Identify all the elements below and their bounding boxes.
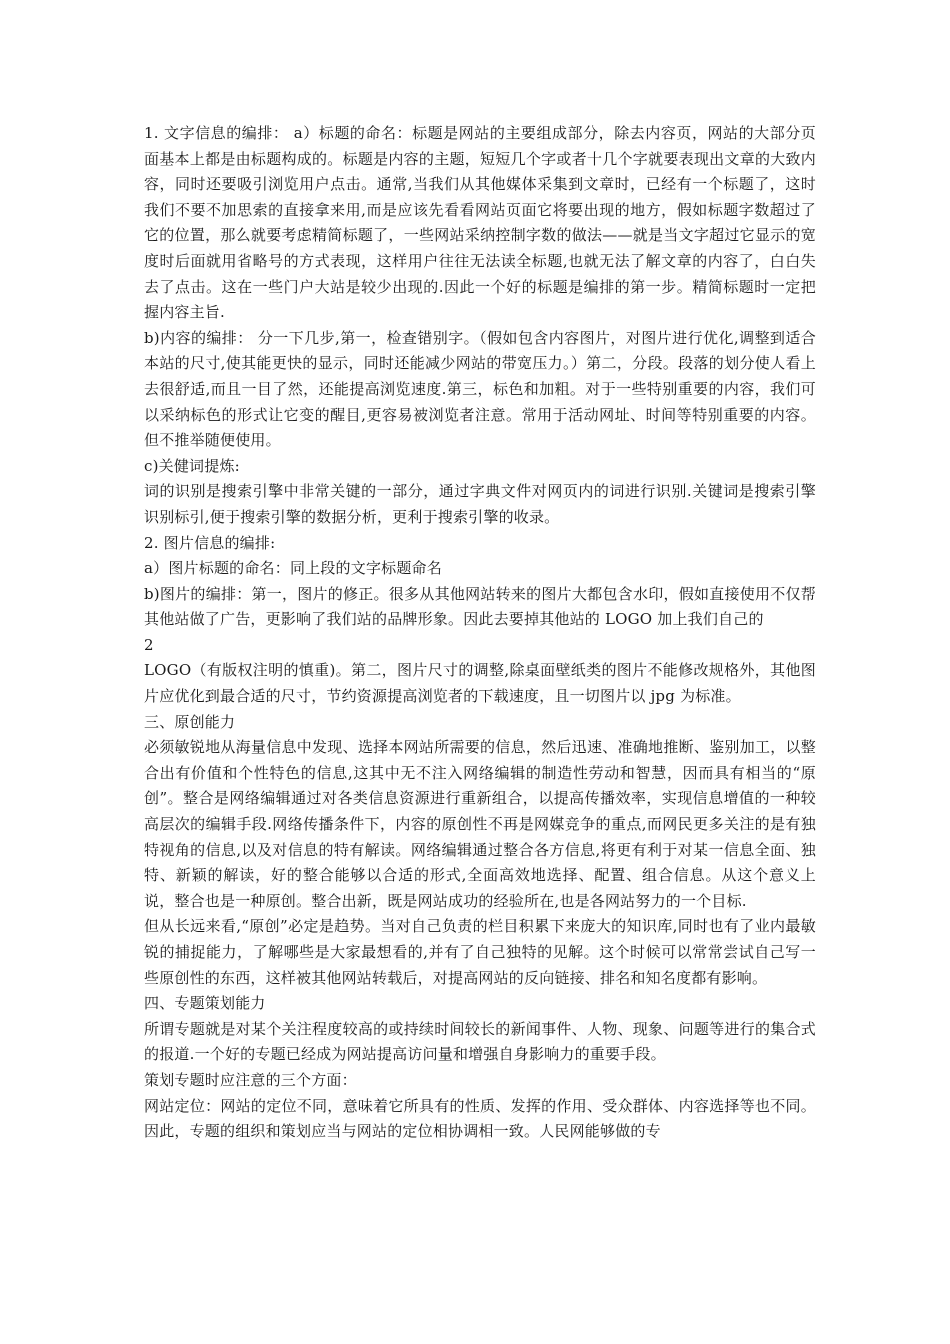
paragraph-topic-definition: 所谓专题就是对某个关注程度较高的或持续时间较长的新闻事件、人物、现象、问题等进行的集合式的报道.一个好的专题已经成为网站提高访问量和增强自身影响力的重要手段。 bbox=[144, 1019, 816, 1064]
paragraph-image-editing: b)图片的编排：第一，图片的修正。很多从其他网站转来的图片大都包含水印，假如直接使用不仅帮其他站做了广告，更影响了我们站的品牌形象。因此去要掉其他站的 LOGO 加上我们自己的 bbox=[144, 584, 816, 629]
section-heading-originality: 三、原创能力 bbox=[144, 712, 236, 731]
paragraph-keyword-heading: c)关健词提炼: bbox=[144, 456, 240, 475]
paragraph-keyword-body: 词的识别是搜索引擎中非常关键的一部分，通过字典文件对网页内的词进行识别.关键词是搜索引擎识别标引,便于搜索引擎的数据分析，更利于搜索引擎的收录。 bbox=[144, 482, 816, 526]
section-heading-topic-planning: 四、专题策划能力 bbox=[144, 994, 266, 1013]
paragraph-image-editing-heading: 2. 图片信息的编排: bbox=[144, 533, 276, 552]
paragraph-originality-trend: 但从长远来看,“原创”必定是趋势。当对自己负责的栏目积累下来庞大的知识库,同时也有了业内最敏锐的捕捉能力，了解哪些是大家最想看的,并有了自己独特的见解。这个时候可以常常尝试自己写一些原创性的东西，这样被其他网站转载后，对提高网站的反向链接、排名和知名度都有影响。 bbox=[144, 917, 816, 987]
paragraph-image-title: a）图片标题的命名：同上段的文字标题命名 bbox=[144, 559, 442, 578]
paragraph-site-positioning: 网站定位：网站的定位不同，意味着它所具有的性质、发挥的作用、受众群体、内容选择等也不同。因此，专题的组织和策划应当与网站的定位相协调相一致。人民网能够做的专 bbox=[144, 1096, 816, 1141]
paragraph-topic-three-aspects: 策划专题时应注意的三个方面： bbox=[144, 1070, 357, 1089]
paragraph-text-editing-title: 1. 文字信息的编排： a）标题的命名：标题是网站的主要组成部分，除去内容页，网站的大部分页面基本上都是由标题构成的。标题是内容的主题，短短几个字或者十几个字就要表现出文章的大致内容，同时还要吸引浏览用户点击。通常,当我们从其他媒体采集到文章时，已经有一个标题了，这时我们不要不加思索的直接拿来用,而是应该先看看网站页面它将要出现的地方，假如标题字数超过了它的位置，那么就要考虑精简标题了，一些网站采纳控制字数的做法——就是当文字超过它显示的宽度时后面就用省略号的方式表现，这样用户往往无法读全标题,也就无法了解文章的内容了，白白失去了点击。这在一些门户大站是较少出现的.因此一个好的标题是编排的第一步。精简标题时一定把握内容主旨. bbox=[144, 124, 816, 322]
document-page bbox=[144, 121, 816, 1145]
paragraph-logo-continued: LOGO（有版权注明的慎重)。第二，图片尺寸的调整,除桌面壁纸类的图片不能修改规格外，其他图片应优化到最合适的尺寸，节约资源提高浏览者的下载速度，且一切图片以 jpg 为标准。 bbox=[144, 661, 816, 706]
paragraph-content-editing: b)内容的编排： 分一下几步,第一，检查错别字。（假如包含内容图片，对图片进行优化,调整到适合本站的尺寸,使其能更快的显示，同时还能减少网站的带宽压力。）第二，分段。段落的划分使人看上去很舒适,而且一目了然，还能提高浏览速度.第三，标色和加粗。对于一些特别重要的内容，我们可以采纳标色的形式让它变的醒目,更容易被浏览者注意。常用于活动网址、时间等特别重要的内容。但不推举随便使用。 bbox=[144, 328, 816, 450]
page-number: 2 bbox=[144, 635, 154, 654]
paragraph-originality-body: 必须敏锐地从海量信息中发现、选择本网站所需要的信息，然后迅速、准确地推断、鉴别加工，以整合出有价值和个性特色的信息,这其中无不注入网络编辑的制造性劳动和智慧，因而具有相当的“原创”。整合是网络编辑通过对各类信息资源进行重新组合，以提高传播效率，实现信息增值的一种较高层次的编辑手段.网络传播条件下，内容的原创性不再是网媒竞争的重点,而网民更多关注的是有独特视角的信息,以及对信息的特有解读。网络编辑通过整合各方信息,将更有利于对某一信息全面、独特、新颖的解读，好的整合能够以合适的形式,全面高效地选择、配置、组合信息。从这个意义上说，整合也是一种原创。整合出新，既是网站成功的经验所在,也是各网站努力的一个目标. bbox=[144, 738, 816, 910]
